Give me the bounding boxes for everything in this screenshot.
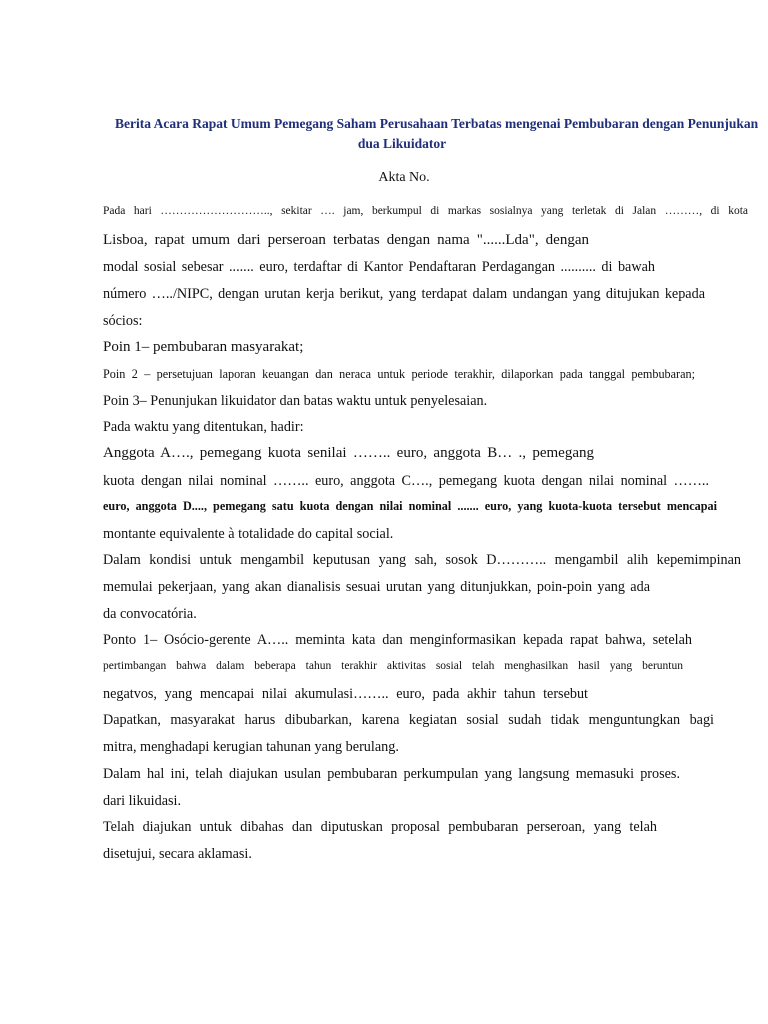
text-line: Poin 1– pembubaran masyarakat; [103, 339, 304, 355]
text-line: Pada hari ……………………….., sekitar …. jam, berkumpul di markas sosialnya yang terletak di Jalan ………, di kota [103, 205, 748, 217]
akta-number: Akta No. [378, 170, 430, 185]
text-line: sócios: [103, 313, 143, 329]
text-line: negatvos, yang mencapai nilai akumulasi…….. euro, pada akhir tahun tersebut [103, 686, 588, 702]
text-line: modal sosial sebesar ....... euro, terdaftar di Kantor Pendaftaran Perdagangan .......... di bawah [103, 259, 655, 275]
text-line: Anggota A…., pemegang kuota senilai …….. euro, anggota B… ., pemegang [103, 445, 594, 461]
text-line: da convocatória. [103, 606, 197, 622]
text-line: Telah diajukan untuk dibahas dan diputuskan proposal pembubaran perseroan, yang telah [103, 819, 657, 835]
text-line: Ponto 1– Osócio-gerente A….. meminta kata dan menginformasikan kepada rapat bahwa, setelah [103, 632, 692, 648]
text-line: pertimbangan bahwa dalam beberapa tahun terakhir aktivitas sosial telah menghasilkan hasil yang beruntun [103, 660, 683, 672]
text-line: disetujui, secara aklamasi. [103, 846, 252, 862]
text-line: dari likuidasi. [103, 793, 182, 809]
title-line-1: Berita Acara Rapat Umum Pemegang Saham Perusahaan Terbatas mengenai Pembubaran dengan Penunjukan [115, 116, 759, 131]
text-line: Dapatkan, masyarakat harus dibubarkan, karena kegiatan sosial sudah tidak menguntungkan bagi [103, 712, 714, 728]
text-line: Dalam kondisi untuk mengambil keputusan yang sah, sosok D……….. mengambil alih kepemimpinan [103, 552, 741, 568]
text-line: mitra, menghadapi kerugian tahunan yang berulang. [103, 739, 399, 755]
text-line: Poin 2 – persetujuan laporan keuangan dan neraca untuk periode terakhir, dilaporkan pada tanggal pembubaran; [103, 367, 695, 381]
text-line: kuota dengan nilai nominal …….. euro, anggota C…., pemegang kuota dengan nilai nominal …….. [103, 473, 709, 489]
text-line: euro, anggota D...., pemegang satu kuota dengan nilai nominal ....... euro, yang kuota-kuota tersebut mencapai [103, 499, 717, 513]
title-line-2: dua Likuidator [357, 136, 447, 151]
text-line: Poin 3– Penunjukan likuidator dan batas waktu untuk penyelesaian. [103, 393, 488, 409]
text-line: Dalam hal ini, telah diajukan usulan pembubaran perkumpulan yang langsung memasuki proses. [103, 766, 680, 782]
document-title [100, 114, 768, 154]
text-line: Pada waktu yang ditentukan, hadir: [103, 419, 304, 435]
text-line: Lisboa, rapat umum dari perseroan terbatas dengan nama "......Lda", dengan [103, 232, 589, 248]
text-line: montante equivalente à totalidade do capital social. [103, 526, 394, 542]
text-line: número …../NIPC, dengan urutan kerja berikut, yang terdapat dalam undangan yang ditujukan kepada [103, 286, 705, 302]
text-line: memulai pekerjaan, yang akan dianalisis sesuai urutan yang ditunjukkan, poin-poin yang ada [103, 579, 650, 595]
